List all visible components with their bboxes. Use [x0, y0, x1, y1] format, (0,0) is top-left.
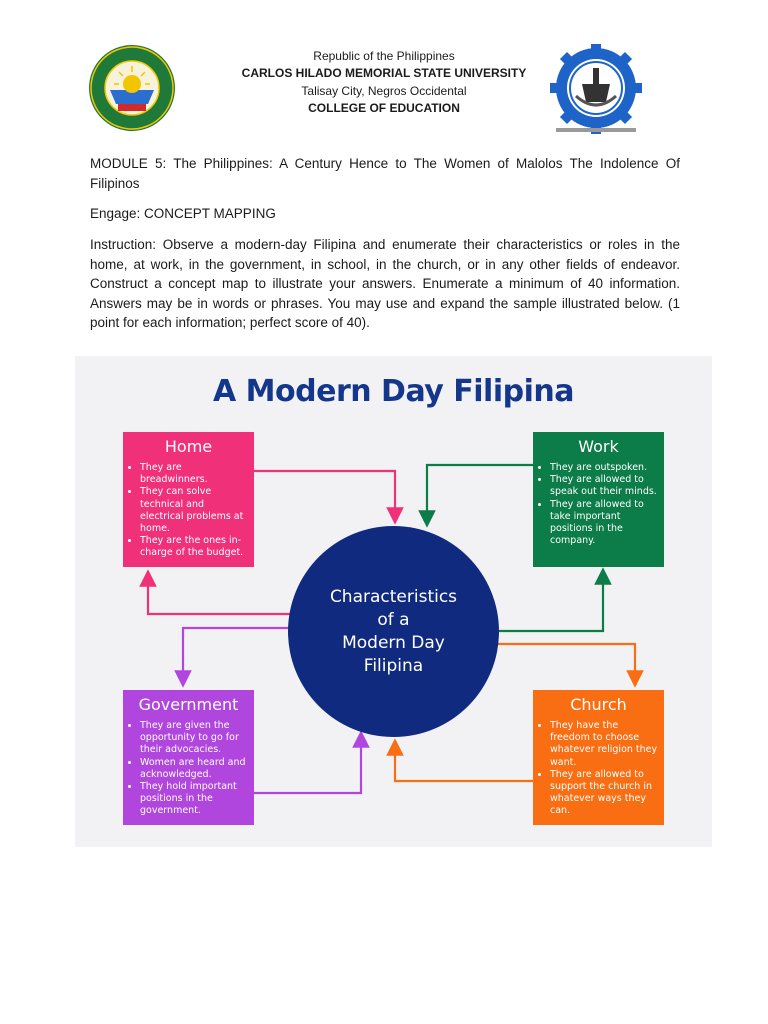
- header-location: Talisay City, Negros Occidental: [301, 84, 467, 98]
- arrow-center-to-home: [148, 578, 290, 614]
- center-circle: Characteristics of a Modern Day Filipina: [288, 526, 499, 737]
- list-item: • They are outspoken.: [550, 462, 658, 474]
- government-title: Government: [138, 695, 239, 714]
- list-item: • They have the freedom to choose whatever religion they want.: [550, 720, 658, 769]
- work-title: Work: [578, 437, 619, 456]
- church-title: Church: [570, 695, 627, 714]
- instruction-paragraph: Instruction: Observe a modern-day Filipina and enumerate their characteristics or roles in the home, at work, in the government, in school, in the church, or in any other fields of endeavor. Construct a concept map to illustrate your answers. Enumerate a minimum of 40 information. Answers may be in words or phrases. You may use and expand the sample illustrated below. (1 point for each information; perfect score of 40).: [90, 237, 680, 330]
- list-item: • They are allowed to take important positions in the company.: [550, 499, 658, 548]
- government-list: [123, 720, 254, 818]
- engage-heading: Engage: CONCEPT MAPPING: [90, 206, 276, 221]
- arrow-center-to-government: [183, 628, 290, 679]
- arrow-work-to-center: [427, 465, 533, 519]
- arrow-church-to-center: [395, 747, 533, 781]
- list-item: • They can solve technical and electrical problems at home.: [140, 486, 248, 535]
- list-item: • Women are heard and acknowledged.: [140, 757, 248, 781]
- arrow-home-to-center: [254, 471, 395, 516]
- header-university: CARLOS HILADO MEMORIAL STATE UNIVERSITY: [241, 66, 527, 80]
- concept-map-figure: [75, 356, 712, 847]
- list-item: • They are the ones in-charge of the budget.: [140, 535, 248, 559]
- church-list: [533, 720, 664, 818]
- module-title: MODULE 5: The Philippines: A Century Hence to The Women of Malolos The Indolence Of Filipinos: [90, 156, 680, 191]
- list-item: • They are allowed to speak out their minds.: [550, 474, 658, 498]
- home-box: [123, 432, 254, 567]
- header-college: COLLEGE OF EDUCATION: [308, 101, 460, 115]
- list-item: • They are given the opportunity to go for their advocacies.: [140, 720, 248, 757]
- home-list: [123, 462, 254, 560]
- home-title: Home: [164, 437, 213, 456]
- arrow-government-to-center: [254, 739, 361, 793]
- government-box: [123, 690, 254, 825]
- university-seal-logo: [88, 44, 176, 132]
- work-box: [533, 432, 664, 567]
- arrow-center-to-church: [497, 644, 635, 679]
- arrow-center-to-work: [497, 576, 603, 631]
- church-box: [533, 690, 664, 825]
- list-item: • They are allowed to support the church in whatever ways they can.: [550, 769, 658, 818]
- list-item: • They hold important positions in the government.: [140, 781, 248, 818]
- figure-title: A Modern Day Filipina: [213, 374, 574, 409]
- work-list: [533, 462, 664, 547]
- header-country: Republic of the Philippines: [313, 49, 455, 63]
- list-item: • They are breadwinners.: [140, 462, 248, 486]
